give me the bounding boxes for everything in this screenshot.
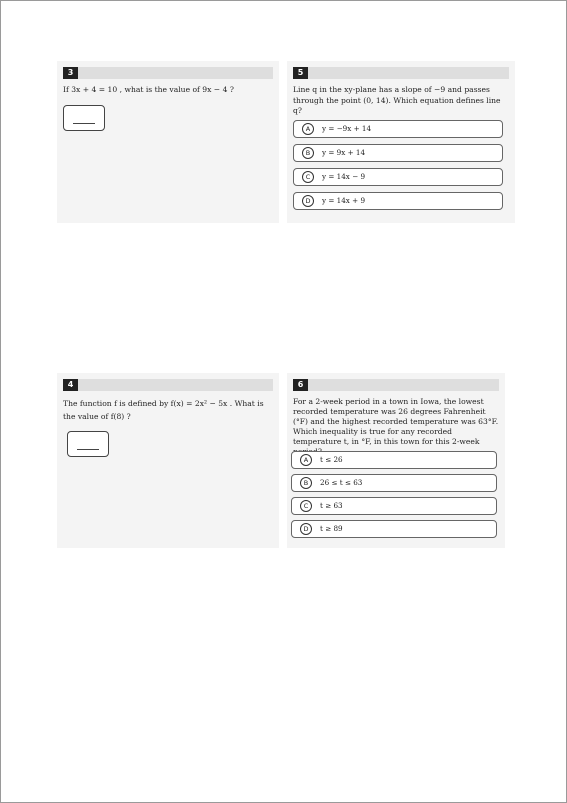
choice-letter-a: A	[302, 123, 314, 135]
question-6-choice-a[interactable]	[291, 451, 497, 469]
question-6-choice-c[interactable]	[291, 497, 497, 515]
question-4-answer-box[interactable]	[67, 431, 109, 457]
question-6-choice-d[interactable]	[291, 520, 497, 538]
question-4-number: 4	[63, 379, 78, 391]
question-5-text: Line q in the xy-plane has a slope of −9 and passes through the point (0, 14). Which equation defines line q?	[293, 85, 501, 115]
question-4-header	[63, 379, 273, 391]
question-6-choice-b[interactable]	[291, 474, 497, 492]
choice-text: y = 14x + 9	[322, 196, 366, 205]
question-6-card	[287, 373, 505, 548]
choice-letter-c: C	[302, 171, 314, 183]
choice-letter-c: C	[300, 500, 312, 512]
choice-text: t ≥ 89	[320, 524, 343, 533]
choice-text: y = 9x + 14	[322, 148, 366, 157]
question-5-header	[293, 67, 509, 79]
choice-text: t ≤ 26	[320, 455, 343, 464]
question-4-card	[57, 373, 279, 548]
choice-text: t ≥ 63	[320, 501, 343, 510]
question-3-card	[57, 61, 279, 223]
choice-letter-d: D	[300, 523, 312, 535]
choice-letter-d: D	[302, 195, 314, 207]
choice-letter-a: A	[300, 454, 312, 466]
answer-line	[73, 123, 95, 124]
question-4-text: The function f is defined by f(x) = 2x² − 5x . What is the value of f(8) ?	[63, 399, 264, 421]
question-5-choice-d[interactable]	[293, 192, 503, 210]
question-5-choice-b[interactable]	[293, 144, 503, 162]
question-5-number: 5	[293, 67, 308, 79]
choice-letter-b: B	[300, 477, 312, 489]
question-6-text: For a 2-week period in a town in Iowa, the lowest recorded temperature was 26 degrees Fahrenheit (°F) and the highest recorded temperature was 63°F. Which inequality is true for any recorded temperature t, in °F, in this town for this 2-week	[293, 397, 499, 446]
answer-line	[77, 449, 99, 450]
question-5-card	[287, 61, 515, 223]
question-3-number: 3	[63, 67, 78, 79]
question-6-number: 6	[293, 379, 308, 391]
choice-text: 26 ≤ t ≤ 63	[320, 478, 363, 487]
question-5-choice-a[interactable]	[293, 120, 503, 138]
question-3-header	[63, 67, 273, 79]
question-5-choice-c[interactable]	[293, 168, 503, 186]
question-3-text: If 3x + 4 = 10 , what is the value of 9x − 4 ?	[63, 85, 234, 94]
question-3-answer-box[interactable]	[63, 105, 105, 131]
choice-text: y = 14x − 9	[322, 172, 366, 181]
choice-letter-b: B	[302, 147, 314, 159]
choice-text: y = −9x + 14	[322, 124, 372, 133]
question-6-header	[293, 379, 499, 391]
